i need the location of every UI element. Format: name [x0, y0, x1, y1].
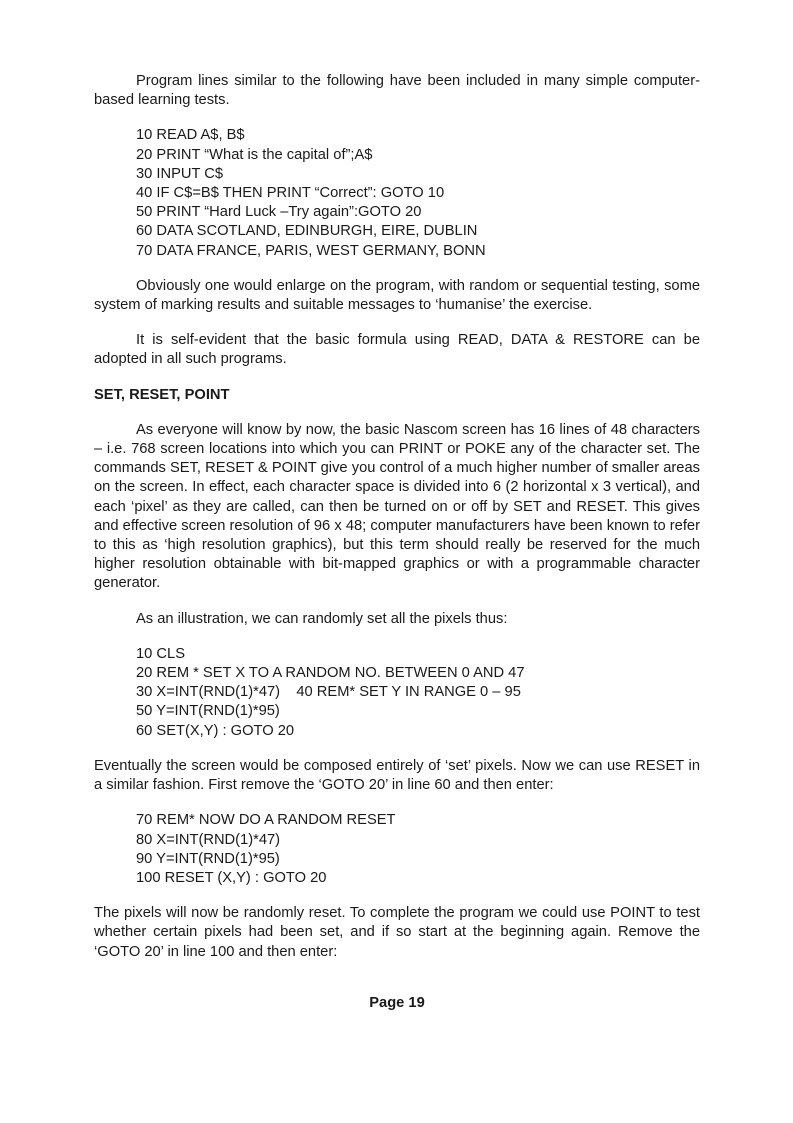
- code-line: 20 PRINT “What is the capital of”;A$: [136, 146, 373, 163]
- code-line: 100 RESET (X,Y) : GOTO 20: [136, 869, 327, 886]
- paragraph-obviously: Obviously one would enlarge on the program, with random or sequential testing, some system of marking results and suitable messages to ‘humanise’ the exercise.: [94, 277, 700, 314]
- code-line: 10 CLS: [136, 645, 185, 662]
- paragraph-illustration: As an illustration, we can randomly set all the pixels thus:: [136, 610, 508, 627]
- code-line: 50 PRINT “Hard Luck –Try again”:GOTO 20: [136, 204, 422, 221]
- page-number: Page 19: [369, 994, 425, 1011]
- code-line: 20 REM * SET X TO A RANDOM NO. BETWEEN 0 AND 47: [136, 665, 525, 682]
- code-listing-random-reset: [136, 811, 700, 888]
- code-listing-random-set: [136, 645, 700, 741]
- paragraph-eventually: Eventually the screen would be composed entirely of ‘set’ pixels. Now we can use RESET in a similar fashion. First remove the ‘GOTO 20’ in line 60 and then enter:: [94, 757, 700, 794]
- code-line: 50 Y=INT(RND(1)*95): [136, 703, 280, 720]
- code-line: 10 READ A$, B$: [136, 127, 245, 144]
- code-listing-capitals-quiz: [136, 126, 700, 260]
- paragraph-nascom-screen: As everyone will know by now, the basic Nascom screen has 16 lines of 48 characters – i.e. 768 screen locations into which you can PRINT or POKE any of the character set. The commands SET, RESET & POINT give you control of a much higher number of smaller areas on the screen. In effect, each character space is divided into 6 (2 horizontal x 3 vertical), and each ‘pixel’ as they are called, can then be turned on or off by SET and RESET. This gives and effective screen resolution of 96 x 48; computer manufacturers have been known to refer to this as ‘high resolution graphics), but this term should really be reserved for the much higher resolution obtainable with bit-mapped graphics or with a programmable character generator.: [94, 421, 700, 592]
- code-line: 90 Y=INT(RND(1)*95): [136, 850, 280, 867]
- code-line: 40 IF C$=B$ THEN PRINT “Correct”: GOTO 10: [136, 185, 445, 202]
- code-line: 80 X=INT(RND(1)*47): [136, 831, 281, 848]
- code-line: 60 SET(X,Y) : GOTO 20: [136, 722, 295, 739]
- code-line: 30 X=INT(RND(1)*47) 40 REM* SET Y IN RANGE 0 – 95: [136, 684, 521, 701]
- paragraph-pixels-reset: The pixels will now be randomly reset. To complete the program we could use POINT to test whether certain pixels had been set, and if so start at the beginning again. Remove the ‘GOTO 20’ in line 100 and then enter:: [94, 905, 700, 960]
- code-line: 70 REM* NOW DO A RANDOM RESET: [136, 812, 396, 829]
- code-line: 70 DATA FRANCE, PARIS, WEST GERMANY, BONN: [136, 242, 486, 259]
- paragraph-intro: Program lines similar to the following have been included in many simple computer-based learning tests.: [94, 73, 700, 109]
- paragraph-self-evident: It is self-evident that the basic formula using READ, DATA & RESTORE can be adopted in all such programs.: [94, 332, 700, 368]
- code-line: 60 DATA SCOTLAND, EDINBURGH, EIRE, DUBLIN: [136, 223, 478, 240]
- section-heading-set-reset-point: SET, RESET, POINT: [94, 386, 230, 403]
- code-line: 30 INPUT C$: [136, 165, 224, 182]
